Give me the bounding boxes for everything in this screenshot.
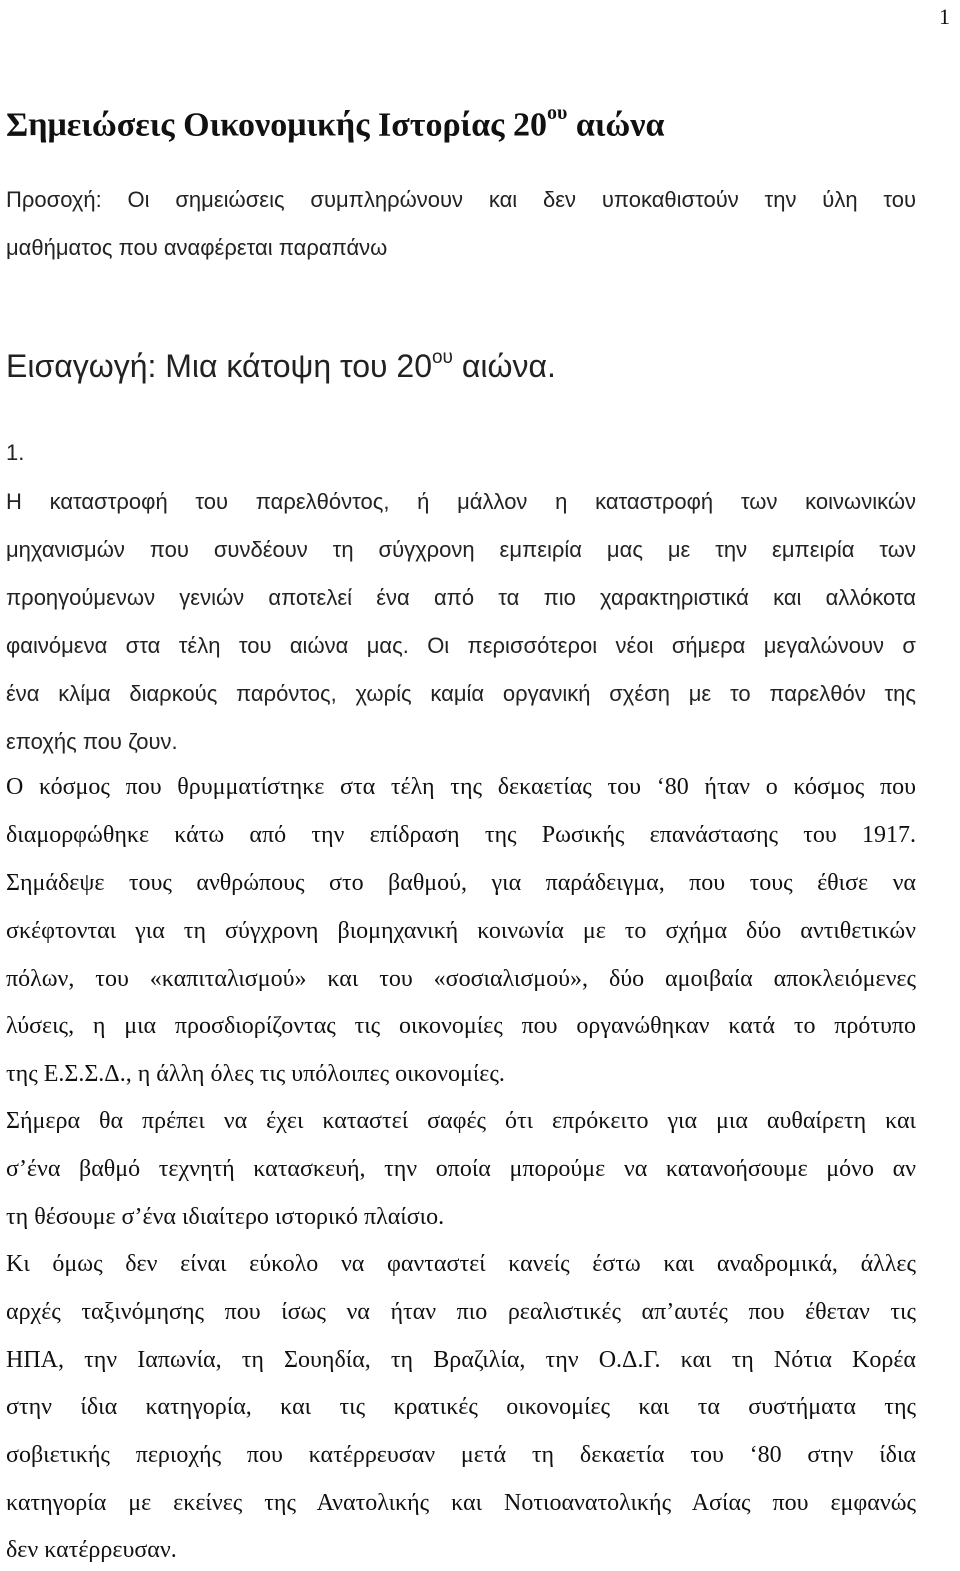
section-heading [6,348,556,385]
title-main: Σημειώσεις Οικονομικής Ιστορίας 20 [6,106,548,144]
body-line: Σήμερα θα πρέπει να έχει καταστεί σαφές ότι επρόκειτο για μια αυθαίρετη και [6,1108,916,1134]
body-line: φαινόμενα στα τέλη του αιώνα μας. Οι περισσότεροι νέοι σήμερα μεγαλώνουν σ [6,633,916,658]
body-line: Σημάδεψε τους ανθρώπους στο βαθμού, για παράδειγμα, που τους έθισε να [6,870,916,896]
heading-superscript: ου [431,347,453,369]
body-line: λύσεις, η μια προσδιορίζοντας τις οικονομίες που οργανώθηκαν κατά το πρότυπο [6,1013,916,1039]
body-line: διαμορφώθηκε κάτω από την επίδραση της Ρωσικής επανάστασης του 1917. [6,822,916,848]
body-line: μηχανισμών που συνδέουν τη σύγχρονη εμπειρία μας με την εμπειρία των [6,537,916,562]
document-title [6,102,665,144]
body-line: της Ε.Σ.Σ.Δ., η άλλη όλες τις υπόλοιπες οικονομίες. [6,1061,505,1087]
body-line: Κι όμως δεν είναι εύκολο να φανταστεί κανείς έστω και αναδρομικά, άλλες [6,1251,916,1277]
body-line: κατηγορία με εκείνες της Ανατολικής και Νοτιοανατολικής Ασίας που εμφανώς [6,1490,916,1516]
body-line: ένα κλίμα διαρκούς παρόντος, χωρίς καμία οργανική σχέση με το παρελθόν της [6,681,916,706]
body-line: ΗΠΑ, την Ιαπωνία, τη Σουηδία, τη Βραζιλία, την Ο.Δ.Γ. και τη Νότια Κορέα [6,1347,916,1373]
notice-line-2: μαθήματος που αναφέρεται παραπάνω [6,235,388,260]
page-number: 1 [939,4,950,29]
title-superscript: ου [547,102,568,124]
body-line: σοβιετικής περιοχής που κατέρρευσαν μετά τη δεκαετία του ‘80 στην ίδια [6,1442,916,1468]
body-line: αρχές ταξινόμησης που ίσως να ήταν πιο ρεαλιστικές απ’αυτές που έθεταν τις [6,1299,916,1325]
body-line: σκέφτονται για τη σύγχρονη βιομηχανική κοινωνία με το σχήμα δύο αντιθετικών [6,918,916,944]
body-line: προηγούμενων γενιών αποτελεί ένα από τα πιο χαρακτηριστικά και αλλόκοτα [6,585,916,610]
body-line: Η καταστροφή του παρελθόντος, ή μάλλον η καταστροφή των κοινωνικών [6,489,916,514]
item-number: 1. [6,440,25,465]
body-line: τη θέσουμε σ’ένα ιδιαίτερο ιστορικό πλαίσιο. [6,1204,445,1230]
body-line: σ’ένα βαθμό τεχνητή κατασκευή, την οποία μπορούμε να κατανοήσουμε μόνο αν [6,1156,916,1182]
heading-tail: αιώνα. [452,348,556,384]
notice-line-1: Προσοχή: Οι σημειώσεις συμπληρώνουν και δεν υποκαθιστούν την ύλη του [6,187,916,212]
body-line: πόλων, του «καπιταλισμού» και του «σοσιαλισμού», δύο αμοιβαία αποκλειόμενες [6,966,916,992]
body-line: εποχής που ζουν. [6,729,178,754]
heading-main: Εισαγωγή: Μια κάτοψη του 20 [6,348,432,384]
title-tail: αιώνα [567,106,665,144]
body-line: δεν κατέρρευσαν. [6,1537,177,1563]
body-line: στην ίδια κατηγορία, και τις κρατικές οικονομίες και τα συστήματα της [6,1394,916,1420]
body-line: Ο κόσμος που θρυμματίστηκε στα τέλη της δεκαετίας του ‘80 ήταν ο κόσμος που [6,774,916,800]
